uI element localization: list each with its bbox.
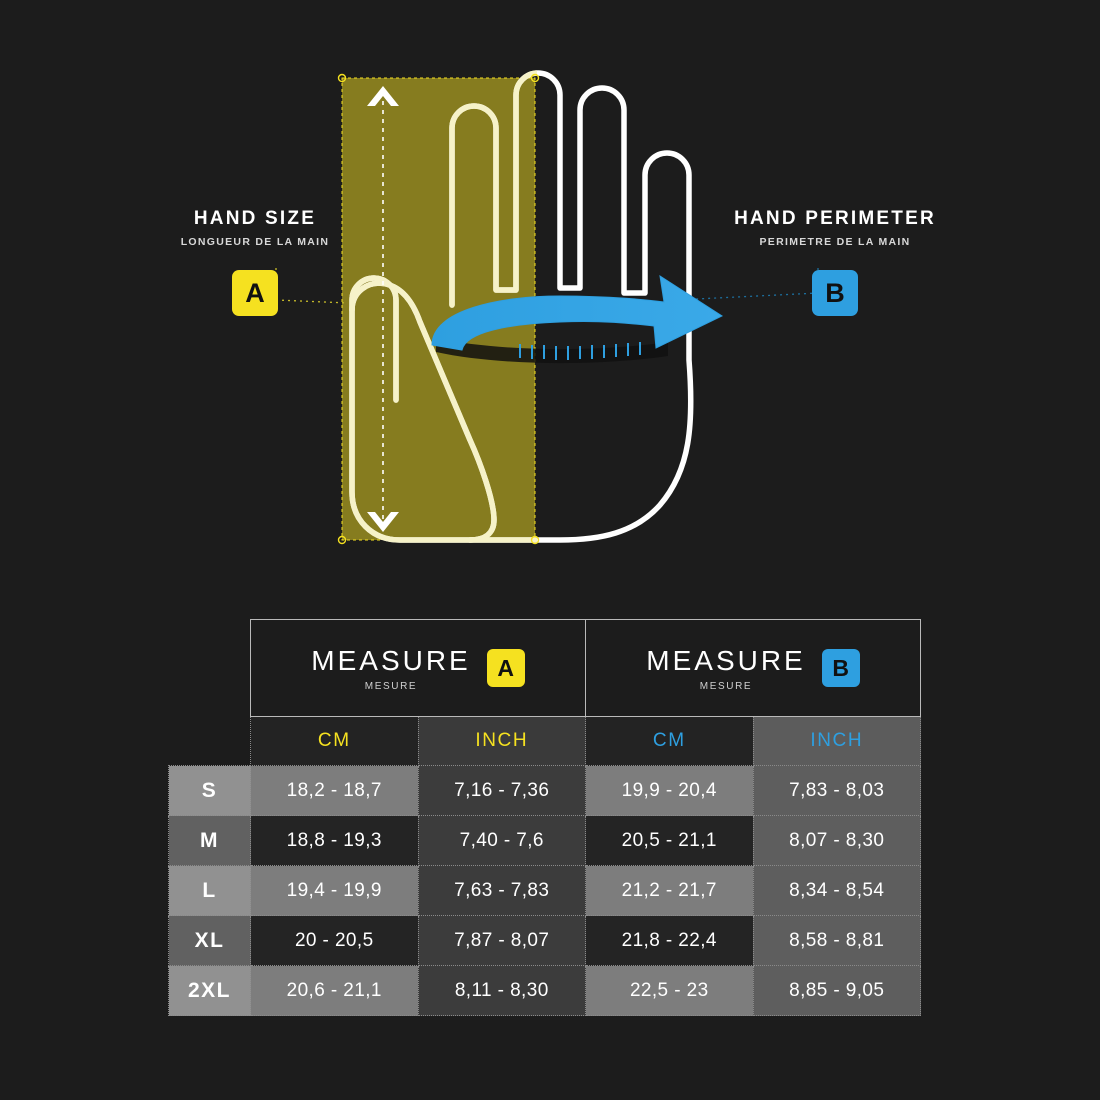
- size-label-m: M: [169, 816, 251, 866]
- size-table: [168, 619, 921, 1016]
- cell-xl-a-inch: 7,87 - 8,07: [418, 916, 586, 966]
- cell-2xl-a-cm: 20,6 - 21,1: [251, 966, 419, 1016]
- header-a-title: MEASURE: [311, 644, 471, 676]
- header-a-subtitle: MESURE: [364, 680, 418, 692]
- header-b-subtitle: MESURE: [699, 680, 753, 692]
- corner-cell: [169, 620, 251, 717]
- cell-xl-b-cm: 21,8 - 22,4: [586, 916, 754, 966]
- header-badge-a: A: [487, 649, 525, 687]
- cell-s-a-inch: 7,16 - 7,36: [418, 766, 586, 816]
- table-row: [169, 916, 921, 966]
- cell-m-a-cm: 18,8 - 19,3: [251, 816, 419, 866]
- cell-s-b-cm: 19,9 - 20,4: [586, 766, 754, 816]
- cell-2xl-b-inch: 8,85 - 9,05: [753, 966, 921, 1016]
- cell-xl-b-inch: 8,58 - 8,81: [753, 916, 921, 966]
- badge-b: B: [812, 270, 858, 316]
- cell-l-a-cm: 19,4 - 19,9: [251, 866, 419, 916]
- cell-m-b-cm: 20,5 - 21,1: [586, 816, 754, 866]
- badge-a: A: [232, 270, 278, 316]
- header-measure-b: [586, 620, 921, 717]
- size-label-xl: XL: [169, 916, 251, 966]
- hand-perimeter-subtitle: PERIMETRE DE LA MAIN: [759, 236, 911, 248]
- cell-l-a-inch: 7,63 - 7,83: [418, 866, 586, 916]
- header-badge-b: B: [822, 649, 860, 687]
- table-units-row: [169, 717, 921, 766]
- table-row: [169, 966, 921, 1016]
- unit-b-inch: INCH: [753, 717, 921, 766]
- size-label-s: S: [169, 766, 251, 816]
- cell-s-a-cm: 18,2 - 18,7: [251, 766, 419, 816]
- unit-a-inch: INCH: [418, 717, 586, 766]
- cell-l-b-cm: 21,2 - 21,7: [586, 866, 754, 916]
- cell-2xl-a-inch: 8,11 - 8,30: [418, 966, 586, 1016]
- unit-a-cm: CM: [251, 717, 419, 766]
- table-header-row: [169, 620, 921, 717]
- cell-s-b-inch: 7,83 - 8,03: [753, 766, 921, 816]
- table-row: [169, 816, 921, 866]
- corner-cell-2: [169, 717, 251, 766]
- hand-perimeter-title: HAND PERIMETER: [734, 208, 936, 229]
- table-row: [169, 866, 921, 916]
- size-label-2xl: 2XL: [169, 966, 251, 1016]
- hand-size-title: HAND SIZE: [193, 208, 317, 229]
- cell-xl-a-cm: 20 - 20,5: [251, 916, 419, 966]
- hand-size-label-group: [120, 208, 390, 316]
- size-table-container: [168, 619, 920, 1016]
- header-measure-a: [251, 620, 586, 717]
- unit-b-cm: CM: [586, 717, 754, 766]
- header-b-title: MEASURE: [646, 644, 806, 676]
- hand-size-subtitle: LONGUEUR DE LA MAIN: [180, 236, 330, 248]
- cell-2xl-b-cm: 22,5 - 23: [586, 966, 754, 1016]
- size-label-l: L: [169, 866, 251, 916]
- table-row: [169, 766, 921, 816]
- cell-l-b-inch: 8,34 - 8,54: [753, 866, 921, 916]
- hand-perimeter-label-group: [700, 208, 970, 316]
- cell-m-b-inch: 8,07 - 8,30: [753, 816, 921, 866]
- cell-m-a-inch: 7,40 - 7,6: [418, 816, 586, 866]
